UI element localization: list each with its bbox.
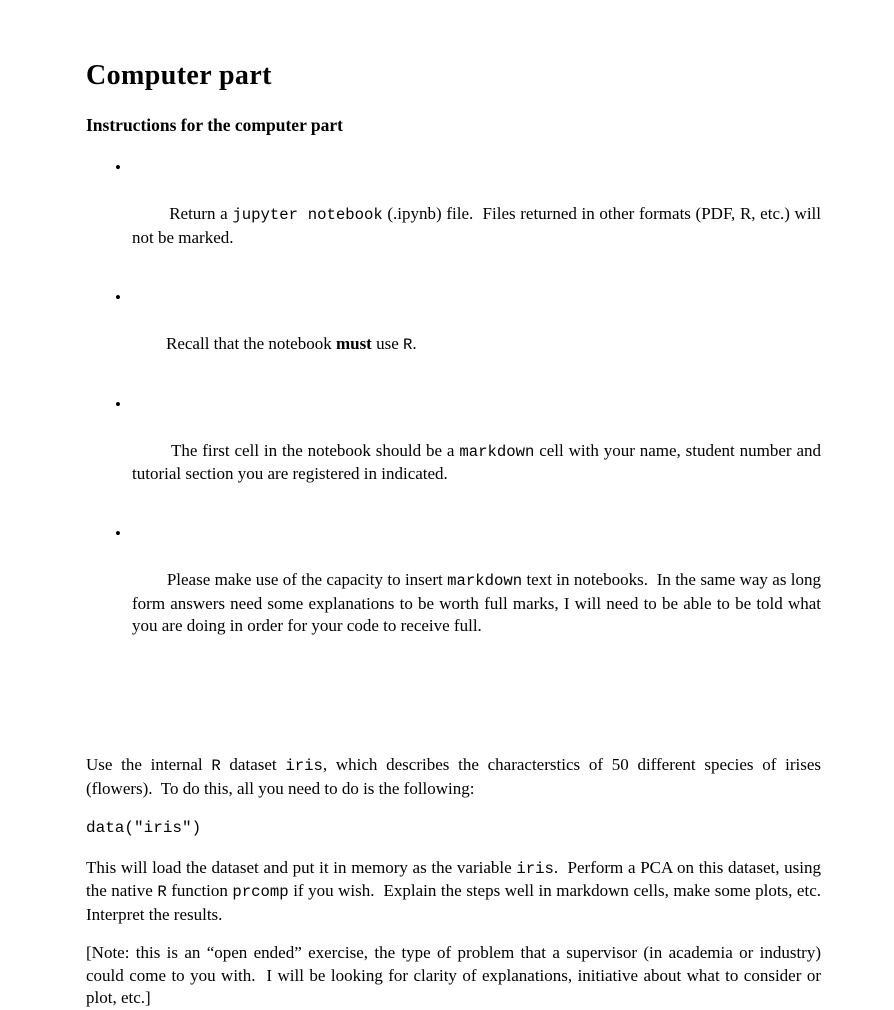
list-item-text xyxy=(132,441,825,484)
text-segment: Recall that the notebook xyxy=(166,333,336,353)
text-segment-mono: markdown xyxy=(447,572,523,590)
text-segment: use xyxy=(371,333,404,353)
text-segment-mono: R xyxy=(403,335,413,354)
text-segment-mono: markdown xyxy=(459,442,535,461)
text-segment: if you wish. Explain the steps well in markdown cells, make some plots, etc. Interpret the results. xyxy=(86,881,830,924)
text-segment-mono: prcomp xyxy=(232,883,289,901)
text-segment: This will load the dataset and put it in memory as the variable xyxy=(86,857,517,877)
intro-paragraph xyxy=(86,754,826,800)
text-segment: The first cell in the notebook should be a xyxy=(170,440,460,460)
text-segment-mono: iris xyxy=(285,757,323,775)
bullet-icon: • xyxy=(115,158,121,177)
list-item-text xyxy=(132,570,825,635)
list-item xyxy=(86,288,821,379)
instructions-list xyxy=(86,158,826,660)
note-paragraph xyxy=(86,942,826,1010)
list-item-text xyxy=(166,334,417,353)
section-heading: Instructions for the computer part xyxy=(86,115,343,135)
text-segment-mono: jupyter notebook xyxy=(232,206,383,224)
text-segment: text in notebooks. In the same way as long form answers need some explanations to be worth full marks, I will need to be able to be told what you are doing in order for your code to receive full. xyxy=(132,570,826,635)
bullet-icon: • xyxy=(115,287,121,307)
text-segment: . Perform a PCA on this dataset, using the native xyxy=(86,857,826,900)
text-segment: Return a xyxy=(169,204,233,223)
document-body xyxy=(86,60,830,1010)
text-segment: , which describes the characterstics of 50 different species of irises (flowers). To do this, all you need to do is the following: xyxy=(86,755,826,798)
text-segment-mono: R xyxy=(157,883,167,901)
text-segment: [Note: this is an “open ended” exercise, the type of problem that a supervisor (in academia or industry) could come to you with. I will be looking for clarity of explanations, initiative about what to consider or plot, etc.] xyxy=(86,943,826,1007)
text-segment: . xyxy=(412,333,417,353)
bullet-icon: • xyxy=(115,524,121,543)
bullet-icon: • xyxy=(115,394,121,414)
exercise-section xyxy=(86,754,830,1010)
text-segment-mono: iris xyxy=(516,859,554,878)
text-segment: Please make use of the capacity to insert xyxy=(166,570,448,589)
text-segment: (.ipynb) file. Files returned in other formats (PDF, R, etc.) will not be marked. xyxy=(132,204,826,247)
code-line: data("iris") xyxy=(86,819,202,837)
text-segment: Use the internal xyxy=(86,755,212,774)
text-segment: function xyxy=(166,881,233,900)
document-title: Computer part xyxy=(86,60,272,91)
text-segment-bold: must xyxy=(335,333,372,353)
pca-paragraph xyxy=(86,857,830,927)
list-item-text xyxy=(132,204,825,247)
list-item xyxy=(86,524,826,660)
list-item xyxy=(86,158,826,272)
text-segment: cell with your name, student number and tutorial section you are registered in indicated. xyxy=(132,440,826,483)
list-item xyxy=(86,394,826,509)
text-segment: dataset xyxy=(220,755,286,774)
text-segment-mono: R xyxy=(211,757,221,775)
